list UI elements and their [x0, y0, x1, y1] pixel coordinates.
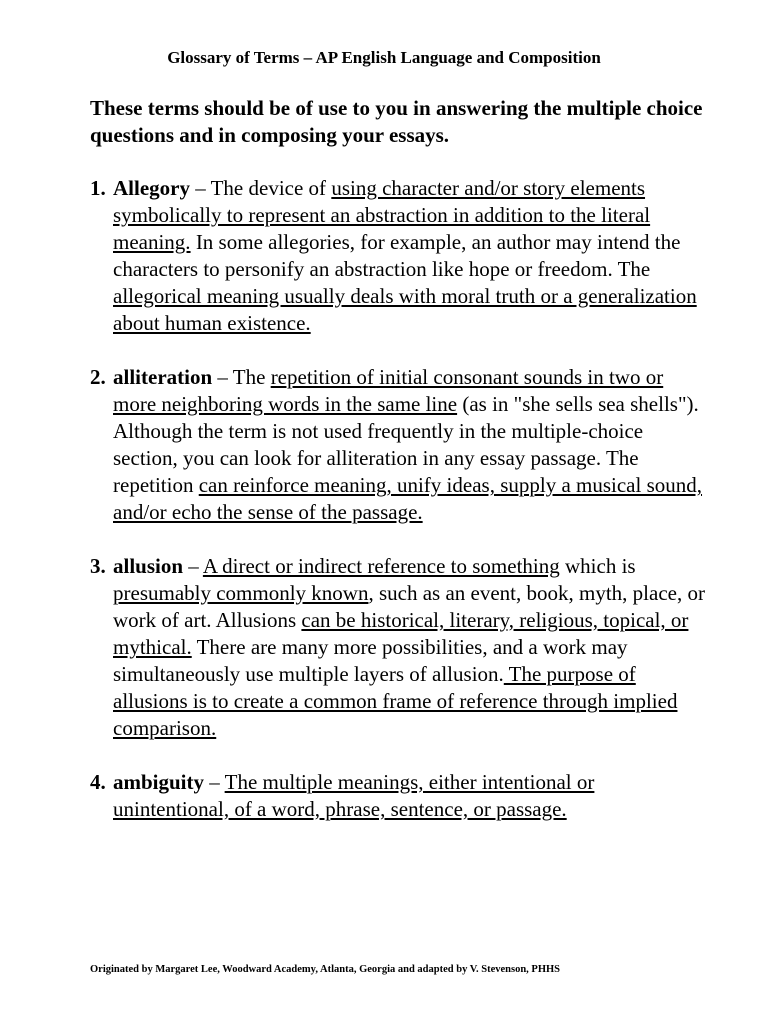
definition-text: (as in "she sells sea shells"). Although the term is not used frequently in the multiple-choice section, you can look for alliteration in any essay passage. The repetition [113, 392, 699, 497]
definition-text: The [232, 365, 271, 389]
term-name: allusion [113, 554, 184, 578]
definition-text: , such as an event, book, myth, place, or work of art. Allusions [113, 581, 705, 632]
definition-text: There are many more possibilities, and a work may simultaneously use multiple layers of allusion. [113, 635, 628, 686]
definition-text: which is [559, 554, 636, 578]
term-name: Allegory [113, 176, 190, 200]
glossary-term-allegory [90, 175, 710, 337]
intro-paragraph: These terms should be of use to you in answering the multiple choice questions and in composing your essays. [90, 96, 703, 147]
underlined-definition-text: can be historical, literary, religious, topical, or mythical. [113, 608, 689, 659]
term-name: ambiguity [113, 770, 205, 794]
glossary-term-allusion [90, 553, 710, 742]
footer-credit: Originated by Margaret Lee, Woodward Academy, Atlanta, Georgia and adapted by V. Stevenson, PHHS [90, 964, 560, 975]
term-dash: – [212, 365, 233, 389]
underlined-definition-text: presumably commonly known [113, 581, 369, 605]
underlined-definition-text: A direct or indirect reference to something [202, 554, 560, 578]
underlined-definition-text: The multiple meanings, either intentional or unintentional, of a word, phrase, sentence, or passage. [113, 770, 595, 821]
underlined-definition-text: using character and/or story elements symbolically to represent an abstraction in addition to the literal meaning. [113, 176, 651, 254]
underlined-definition-text: allegorical meaning usually deals with moral truth or a generalization about human existence. [113, 284, 697, 335]
glossary-term-ambiguity [90, 769, 710, 823]
term-number: 2. [90, 365, 106, 389]
term-dash: – [204, 770, 225, 794]
term-number: 3. [90, 554, 106, 578]
glossary-list [90, 175, 710, 850]
underlined-definition-text: can reinforce meaning, unify ideas, supply a musical sound, and/or echo the sense of the passage. [113, 473, 703, 524]
term-number: 1. [90, 176, 106, 200]
term-dash: – [183, 554, 203, 578]
term-dash: – [189, 176, 211, 200]
underlined-definition-text: repetition of initial consonant sounds in two or more neighboring words in the same line [113, 365, 664, 416]
underlined-definition-text: The purpose of allusions is to create a common frame of reference through implied comparison. [113, 662, 678, 740]
document-title: Glossary of Terms – AP English Language and Composition [167, 48, 601, 67]
term-definition [113, 554, 705, 740]
definition-text: The device of [210, 176, 332, 200]
definition-text: In some allegories, for example, an author may intend the characters to personify an abstraction like hope or freedom. The [113, 230, 681, 281]
term-number: 4. [90, 770, 106, 794]
term-name: alliteration [113, 365, 213, 389]
glossary-term-alliteration [90, 364, 710, 526]
